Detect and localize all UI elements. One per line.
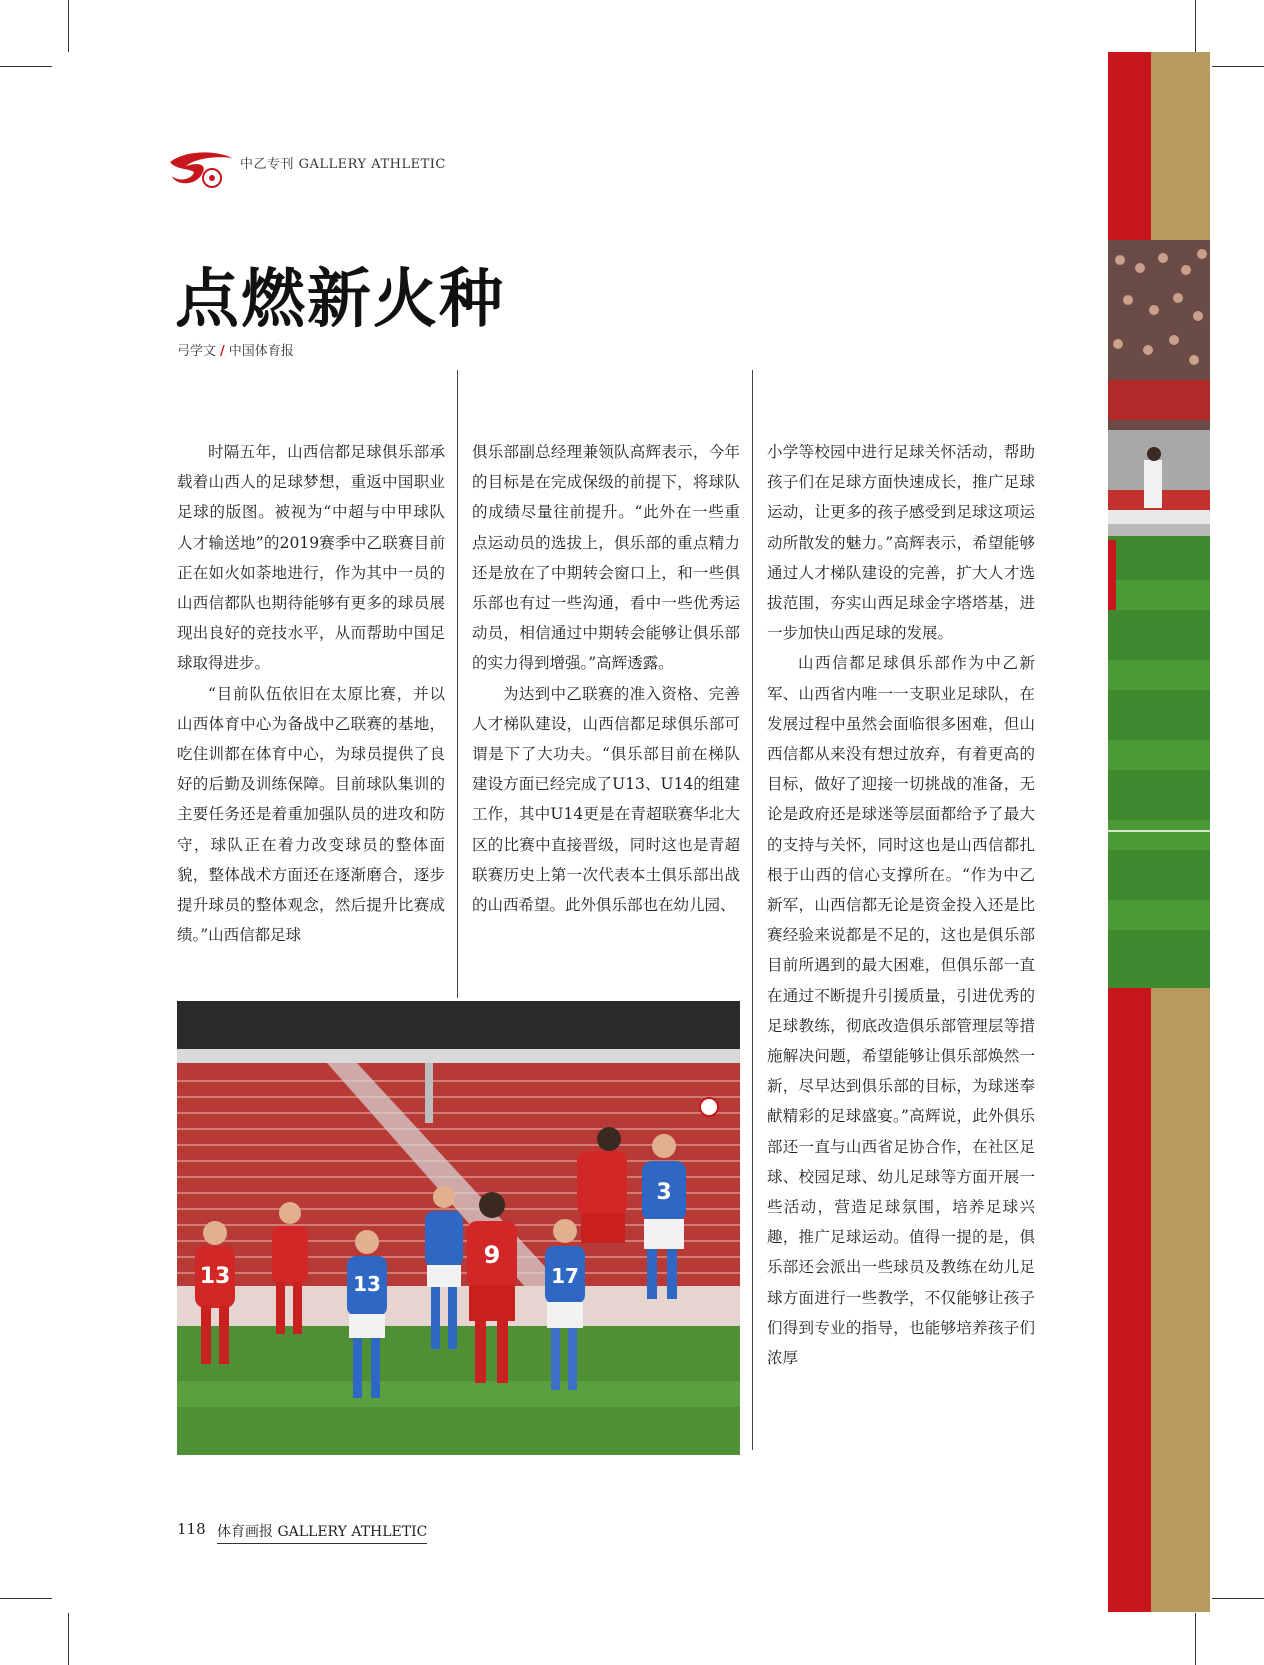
byline-separator: / [220, 344, 225, 359]
article-column-1 [177, 437, 445, 950]
crop-mark [1195, 1613, 1196, 1665]
paragraph: 山西信都足球俱乐部作为中乙新军、山西省内唯一一支职业足球队，在发展过程中虽然会面临很多困难，但山西信都从来没有想过放弃，有着更高的目标，做好了迎接一切挑战的准备，无论是政府还是球迷等层面都给予了最大的支持与关怀，同时这也是山西信都扎根于山西的信心支撑所在。“作为中乙新军，山西信都无论是资金投入还是比赛经验来说都是不足的，这也是俱乐部目前所遇到的最大困难，但俱乐部一直在通过不断提升引援质量，引进优秀的足球教练，彻底改造俱乐部管理层等措施解决问题，希望能够让俱乐部焕然一新，尽早达到俱乐部的目标，为球迷奉献精彩的足球盛宴。”高辉说，此外俱乐部还一直与山西省足协合作，在社区足球、校园足球、幼儿足球等方面开展一些活动，营造足球氛围，培养足球兴趣，推广足球运动。值得一提的是，俱乐部还会派出一些球员及教练在幼儿足球方面进行一些教学，不仅能够让孩子们得到专业的指导，也能够培养孩子们浓厚 [767, 654, 1035, 1368]
author: 弓学文 [177, 344, 217, 359]
side-photo-stands [1108, 240, 1210, 988]
crop-mark [1195, 0, 1196, 52]
shirt-number: 13 [199, 1264, 231, 1289]
crop-mark [0, 1598, 52, 1599]
paragraph: 时隔五年，山西信都足球俱乐部承载着山西人的足球梦想，重返中国职业足球的版图。被视为“中超与中甲球队人才输送地”的2019赛季中乙联赛目前正在如火如荼地进行，作为其中一员的山西信都队也期待能够有更多的球员展现出良好的竞技水平，从而帮助中国足球取得进步。 [177, 443, 445, 673]
paragraph: “目前队伍依旧在太原比赛，并以山西体育中心为备战中乙联赛的基地，吃住训都在体育中心，为球员提供了良好的后勤及训练保障。目前球队集训的主要任务还是着重加强队员的进攻和防守，球队正在着力改变球员的整体面貌，整体战术方面还在逐渐磨合，逐步提升球员的整体观念，然后提升比赛成绩。”山西信都足球 [177, 684, 445, 945]
crop-mark [1212, 66, 1264, 67]
article-column-2 [472, 437, 740, 920]
crop-mark [68, 1613, 69, 1665]
magazine-footer-label: 体育画报 GALLERY ATHLETIC [217, 1521, 427, 1544]
article-column-3 [767, 437, 1035, 1373]
source: 中国体育报 [228, 344, 294, 359]
crop-mark [68, 0, 69, 52]
football-swoosh-logo-icon [168, 148, 238, 200]
page-number: 118 [177, 1520, 206, 1538]
article-title: 点燃新火种 [175, 263, 505, 337]
byline [177, 340, 294, 359]
shirt-number: 13 [353, 1272, 381, 1296]
match-photo [177, 1001, 740, 1455]
crop-mark [0, 66, 52, 67]
shirt-number: 17 [551, 1264, 579, 1288]
shirt-number: 3 [656, 1180, 672, 1205]
section-label: 中乙专刊 GALLERY ATHLETIC [240, 157, 446, 172]
crop-mark [1212, 1598, 1264, 1599]
shirt-number: 9 [483, 1241, 501, 1269]
column-rule [752, 370, 753, 1450]
column-rule [457, 370, 458, 998]
paragraph: 俱乐部副总经理兼领队高辉表示，今年的目标是在完成保级的前提下，将球队的成绩尽量往前提升。“此外在一些重点运动员的选拔上，俱乐部的重点精力还是放在了中期转会窗口上，和一些俱乐部也有过一些沟通，看中一些优秀运动员，相信通过中期转会能够让俱乐部的实力得到增强。”高辉透露。 [472, 443, 740, 673]
paragraph: 为达到中乙联赛的准入资格、完善人才梯队建设，山西信都足球俱乐部可谓是下了大功夫。“俱乐部目前在梯队建设方面已经完成了U13、U14的组建工作，其中U14更是在青超联赛华北大区的比赛中直接晋级，同时这也是青超联赛历史上第一次代表本土俱乐部出战的山西希望。此外俱乐部也在幼儿园、 [472, 684, 740, 915]
paragraph: 小学等校园中进行足球关怀活动，帮助孩子们在足球方面快速成长，推广足球运动，让更多的孩子感受到足球这项运动所散发的魅力。”高辉表示，希望能够通过人才梯队建设的完善，扩大人才选拔范围，夯实山西足球金字塔塔基，进一步加快山西足球的发展。 [767, 443, 1035, 643]
